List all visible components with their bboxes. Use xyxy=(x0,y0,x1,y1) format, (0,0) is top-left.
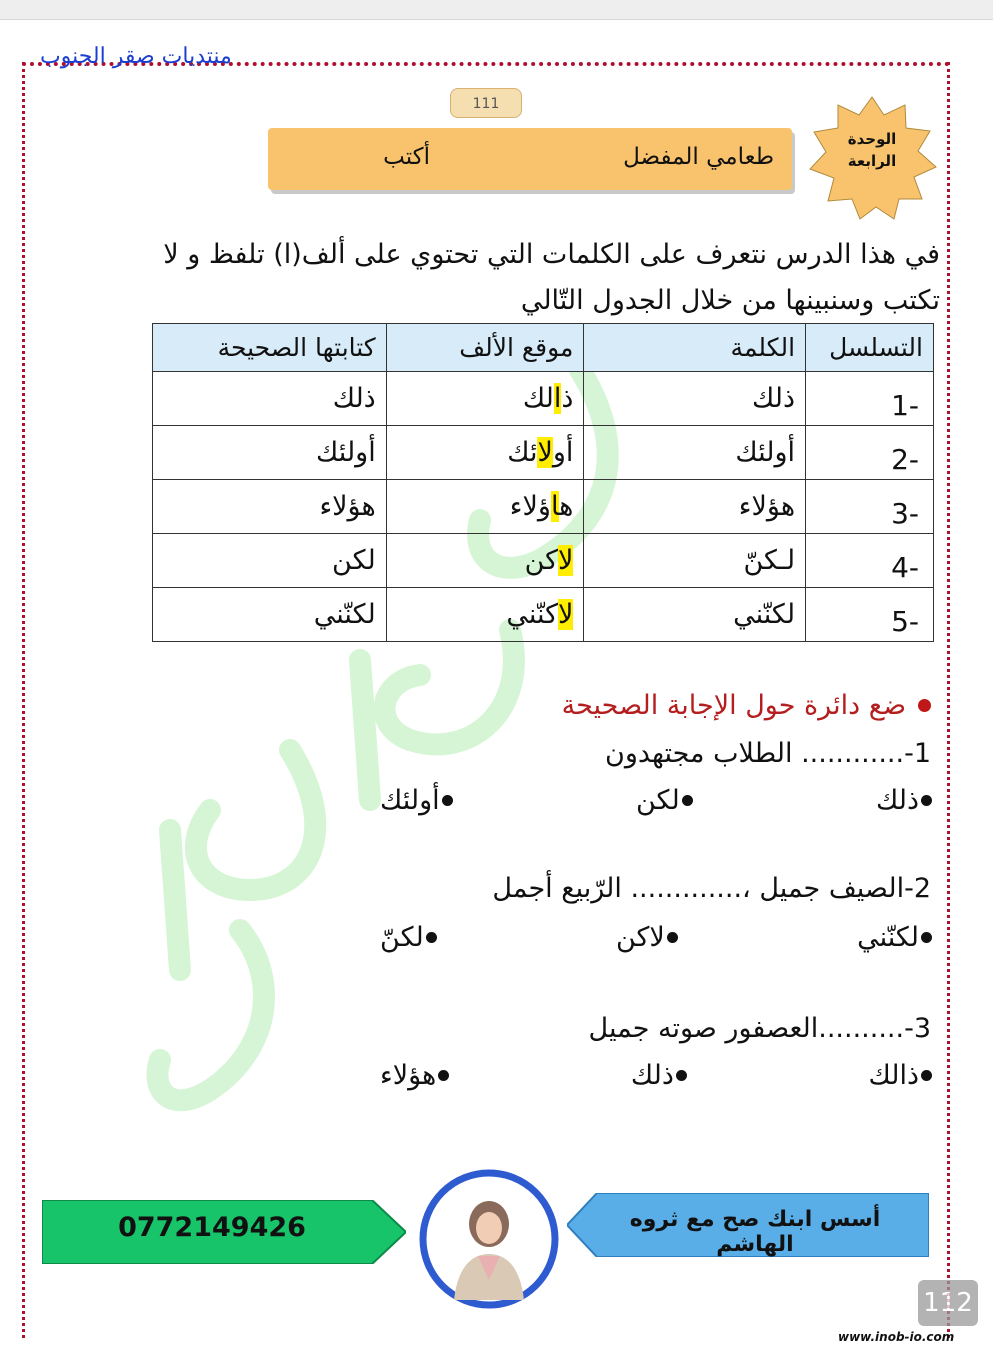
website-link[interactable]: www.inob-io.com xyxy=(838,1330,955,1344)
row-correct: أولئك xyxy=(153,426,387,480)
row-alif-position xyxy=(386,426,584,480)
unit-label-line2: الرابعة xyxy=(847,152,897,170)
row-word: ذلك xyxy=(584,372,806,426)
alif-pre: ذ xyxy=(561,383,574,414)
option-choice[interactable] xyxy=(631,1060,687,1091)
option-choice[interactable] xyxy=(636,785,693,816)
table-row xyxy=(153,588,934,642)
question-1-options xyxy=(380,785,932,816)
row-correct: لكنّني xyxy=(153,588,387,642)
page-badge: 111 xyxy=(450,88,522,118)
row-word: أولئك xyxy=(584,426,806,480)
option-choice[interactable] xyxy=(868,1060,932,1091)
question-2-options xyxy=(380,922,932,953)
alif-pre: ه xyxy=(559,491,574,522)
alif-post: ئك xyxy=(507,437,538,468)
option-label: لكن xyxy=(635,785,680,816)
option-label: هؤلاء xyxy=(380,1060,437,1091)
row-alif-position xyxy=(386,588,584,642)
alif-post: كنّني xyxy=(506,599,559,630)
option-choice[interactable] xyxy=(616,922,678,953)
option-label: لكنّني xyxy=(857,922,919,953)
row-word: هؤلاء xyxy=(584,480,806,534)
intro-paragraph xyxy=(40,232,940,324)
table-row xyxy=(153,372,934,426)
option-choice[interactable] xyxy=(380,1060,449,1091)
option-label: لاكن xyxy=(615,922,665,953)
option-label: لكنّ xyxy=(380,922,424,953)
slogan-text: أسس ابنك صح مع ثروه الهاشم xyxy=(629,1207,881,1257)
question-3: 3-..........العصفور صوته جميل xyxy=(588,1013,931,1044)
option-label: ذالك xyxy=(868,1060,919,1091)
bullet-icon xyxy=(682,795,693,806)
option-label: أولئك xyxy=(380,785,440,816)
row-correct: هؤلاء xyxy=(153,480,387,534)
page-number-badge: 112 xyxy=(918,1280,978,1326)
alif-pre: أو xyxy=(552,437,574,468)
phone-number: 0772149426 xyxy=(118,1212,306,1243)
row-word: لـكنّ xyxy=(584,534,806,588)
option-choice[interactable] xyxy=(857,922,932,953)
alif-post: كن xyxy=(524,545,559,576)
column-header-sequence: التسلسل xyxy=(806,324,934,372)
bullet-icon xyxy=(442,795,453,806)
unit-label xyxy=(806,128,938,172)
row-alif-position xyxy=(386,534,584,588)
column-header-correct-spelling: كتابتها الصحيحة xyxy=(153,324,387,372)
row-alif-position xyxy=(386,372,584,426)
words-table xyxy=(152,323,934,642)
option-choice[interactable] xyxy=(876,785,932,816)
table-row xyxy=(153,480,934,534)
lesson-title-bar xyxy=(268,128,792,190)
bullet-icon xyxy=(921,932,932,943)
bullet-icon xyxy=(676,1070,687,1081)
intro-line-2: تكتب وسنبينها من خلال الجدول التّالي xyxy=(520,285,940,316)
column-header-alif-position: موقع الألف xyxy=(386,324,584,372)
alif-highlight: لا xyxy=(558,599,574,630)
intro-line-1: في هذا الدرس نتعرف على الكلمات التي تحتوي على ألف(ا) تلفظ و لا xyxy=(163,239,940,270)
alif-highlight: ا xyxy=(553,383,562,414)
bullet-icon xyxy=(921,1070,932,1081)
row-alif-position xyxy=(386,480,584,534)
option-label: ذلك xyxy=(875,785,919,816)
row-word: لكنّني xyxy=(584,588,806,642)
question-2: 2-الصيف جميل ،............. الرّبيع أجمل xyxy=(492,873,931,904)
lesson-section: أكتب xyxy=(383,144,430,170)
bullet-icon xyxy=(667,932,678,943)
bullet-icon xyxy=(921,795,932,806)
bullet-icon xyxy=(438,1070,449,1081)
teacher-avatar xyxy=(418,1168,560,1310)
exercise-instruction xyxy=(562,690,931,721)
top-bar xyxy=(0,0,993,20)
forum-name: منتديات صقر الجنوب xyxy=(40,44,232,69)
row-number: 5- xyxy=(806,588,934,642)
table-header-row xyxy=(153,324,934,372)
option-choice[interactable] xyxy=(380,922,437,953)
row-number: 4- xyxy=(806,534,934,588)
row-number: 3- xyxy=(806,480,934,534)
row-number: 1- xyxy=(806,372,934,426)
option-choice[interactable] xyxy=(380,785,453,816)
alif-post: ؤلاء xyxy=(509,491,551,522)
row-correct: ذلك xyxy=(153,372,387,426)
alif-highlight: لا xyxy=(558,545,574,576)
red-bullet-icon xyxy=(918,699,931,712)
table-row xyxy=(153,426,934,480)
alif-highlight: لا xyxy=(537,437,553,468)
unit-label-line1: الوحدة xyxy=(847,130,897,148)
row-correct: لكن xyxy=(153,534,387,588)
question-3-options xyxy=(380,1060,932,1091)
alif-post: لك xyxy=(522,383,554,414)
instruction-text: ضع دائرة حول الإجابة الصحيحة xyxy=(561,690,906,721)
table-row xyxy=(153,534,934,588)
row-number: 2- xyxy=(806,426,934,480)
question-1: 1-............ الطلاب مجتهدون xyxy=(604,738,931,769)
lesson-title: طعامي المفضل xyxy=(623,144,774,170)
bullet-icon xyxy=(426,932,437,943)
alif-highlight: ا xyxy=(550,491,560,522)
option-label: ذلك xyxy=(630,1060,674,1091)
column-header-word: الكلمة xyxy=(584,324,806,372)
